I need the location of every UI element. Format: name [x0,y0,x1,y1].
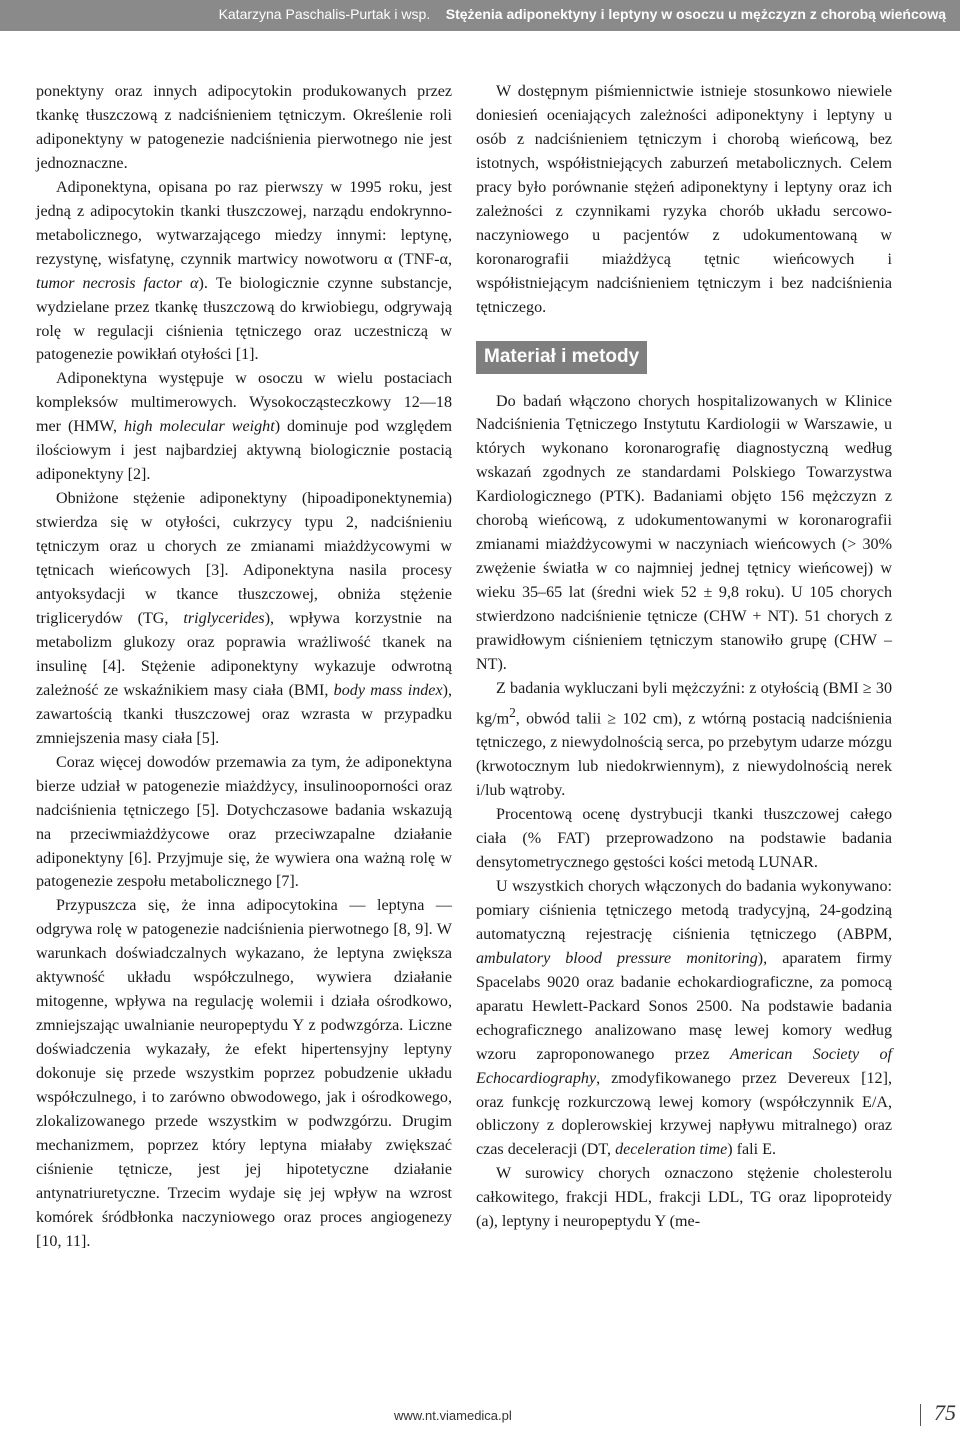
paragraph [36,367,452,487]
paragraph-text: ), wpływa korzystnie na metabolizm glukozy oraz poprawia wrażliwość tkanek na insulinę [4]. Stężenie adiponektyny wykazuje odwrotną zależność ze wskaźnikiem masy ciała (BMI, [36,609,452,699]
paragraph-text: ponektyny oraz innych adipocytokin produkowanych przez tkankę tłuszczową z nadciśnieniem tętniczym. Określenie roli adiponektyny w patogenezie nadciśnienia pierwotnego nie jest jednoznaczne. [36,83,452,172]
running-header [0,0,960,31]
paragraph [476,1162,892,1234]
term-italic: American Society of Echocardiography [476,1045,892,1087]
paragraph-text: Z badania wykluczani byli mężczyźni: z otyłością (BMI ≥ 30 kg/m [476,679,892,728]
superscript: 2 [509,704,516,720]
paragraph-text: Adiponektyna występuje w osoczu w wielu postaciach kompleksów multimerowych. Wysokocząsteczkowy 12—18 mer (HMW, [36,370,452,436]
left-column [36,80,452,1254]
paragraph-text: ), aparatem firmy Spacelabs 9020 oraz badanie echokardiograficzne, za pomocą aparatu Hewlett-Packard Sonos 2500. Na podstawie badania echograficznego analizowano masę lewej komory według wzoru zaproponowanego przez [476,949,892,1063]
term-italic: triglycerides [183,609,265,627]
paragraph-text: Przypuszcza się, że inna adipocytokina — leptyna — odgrywa rolę w patogenezie nadciśnienia pierwotnego [8, 9]. W warunkach doświadczalnych wykazano, że leptyna zwiększa aktywność układu współczulnego, wywiera działanie mitogenne, wpływa na regulację wolemii i działa ośrodkowo, zmniejszając uwalnianie neuropeptydu Y z podwzgórza. Liczne doświadczenia wykazały, że efekt hipertensyjny leptyny dokonuje się przede wszystkim poprzez pobudzenie układu współczulnego, i to zarówno obwodowego, jak i ośrodkowego, zlokalizowanego przede wszystkim w podwzgórzu. Drugim mechanizmem, poprzez który leptyna miałaby zwiększać ciśnienie tętnicze, jest jej hipotetyczne działanie antynatriuretyczne. Trzecim wydaje się jej wpływ na wzrost komórek śródbłonka naczyniowego oraz proces angiogenezy [10, 11]. [36,897,452,1250]
header-authors: Katarzyna Paschalis-Purtak i wsp. [218,6,431,22]
paragraph [36,894,452,1253]
paragraph-text: ), zawartością tkanki tłuszczowej oraz wzrasta w przypadku zmniejszenia masy ciała [5]. [36,681,452,747]
paragraph-text: Coraz więcej dowodów przemawia za tym, że adiponektyna bierze udział w patogenezie miażdżycy, insulinooporności oraz nadciśnienia tętniczego [5]. Dotychczasowe badania wskazują na przeciwmiażdżycowe oraz przeciwzapalne działanie adiponektyny [6]. Przyjmuje się, że wywiera ona ważną rolę w patogenezie zespołu metabolicznego [7]. [36,753,452,891]
paragraph [476,80,892,320]
paragraph [476,875,892,1162]
paragraph-text: ) fali E. [727,1141,776,1159]
paragraph-text: , zmodyfikowanego przez Devereux [12], oraz funkcję rozkurczową lewej komory (współczynnik E/A, obliczony z doplerowskiej krzywej napływu mitralnego) oraz czas deceleracji (DT, [476,1069,892,1159]
page-number: 75 [934,1400,956,1425]
section-heading: Materiał i metody [476,341,647,374]
paragraph-text: ). Te biologicznie czynne substancje, wydzielane przez tkankę tłuszczową do krwiobiegu, odgrywają rolę w regulacji ciśnienia tętniczego oraz uczestniczą w patogenezie powikłań otyłości [1]. [36,274,452,364]
paragraph-text: U wszystkich chorych włączonych do badania wykonywano: pomiary ciśnienia tętniczego metodą tradycyjną, 24-godziną automatyczną rejestrację ciśnienia tętniczego (ABPM, [476,877,892,943]
paragraph-text: Do badań włączono chorych hospitalizowanych w Klinice Nadciśnienia Tętniczego Instytutu Kardiologii w Warszawie, u których wykonano koronarografię diagnostyczną według wskazań zgodnych ze standardami Polskiego Towarzystwa Kardiologicznego (PTK). Badaniami objęto 156 mężczyzn z chorobą wieńcową, z udokumentowanymi w koronarografii zmianami miażdżycowymi w naczyniach wieńcowych (> 30% zwężenie światła w co najmniej jednej tętnicy wieńcowej) w wieku 35–65 lat (średni wiek 52 ± 9,8 roku). U 105 chorych stwierdzono nadciśnienie tętnicze (CHW + NT). 51 chorych z prawidłowym ciśnieniem tętniczym stanowiło grupę (CHW – NT). [476,392,892,674]
paragraph-text: ) dominuje pod względem ilościowym i jest najbardziej aktywną biologicznie postacią adiponektyny [2]. [36,418,452,484]
term-italic: ambulatory blood pressure monitoring [476,949,758,967]
term-italic: high molecular weight [123,418,275,436]
header-separator [434,6,442,22]
paragraph-text: , obwód talii ≥ 102 cm), z wtórną postacią nadciśnienia tętniczego, z niewydolnością serca, po przebytym udarze mózgu (krwotocznym lub niedokrwiennym), z niewydolnością nerek i/lub wątroby. [476,710,892,800]
footer-divider [920,1404,921,1426]
term-italic: tumor necrosis factor α [36,274,199,292]
paragraph-text: W dostępnym piśmiennictwie istnieje stosunkowo niewiele doniesień oceniających zależności adiponektyny i leptyny u osób z nadciśnieniem tętniczym i chorobą wieńcową, bez istotnych, współistniejących zaburzeń metabolicznych. Celem pracy było porównanie stężeń adiponektyny i leptyny oraz ich zależności z czynnikami ryzyka chorób układu sercowo-naczyniowego u pacjentów z udokumentowaną w koronarografii miażdżycą tętnic wieńcowych i współistniejącym nadciśnieniem tętniczym i bez nadciśnienia tętniczego. [476,83,892,316]
term-italic: body mass index [333,681,443,699]
paragraph-text: W surowicy chorych oznaczono stężenie cholesterolu całkowitego, frakcji HDL, frakcji LDL, TG oraz lipoproteidy (a), leptyny i neuropeptydu Y (me- [476,1165,892,1231]
paragraph [476,390,892,677]
footer-url-link[interactable]: www.nt.viamedica.pl [394,1408,512,1423]
paragraph-text: Procentową ocenę dystrybucji tkanki tłuszczowej całego ciała (% FAT) przeprowadzono na podstawie badania densytometrycznego gęstości kości metodą LUNAR. [476,806,892,871]
term-italic: deceleration time [615,1141,728,1159]
paragraph [36,80,452,176]
header-text [219,6,946,22]
paragraph [36,751,452,895]
paragraph [36,487,452,750]
header-article-title: Stężenia adiponektyny i leptyny w osoczu u mężczyzn z chorobą wieńcową [445,6,946,22]
paragraph [476,677,892,803]
paragraph-text: Adiponektyna, opisana po raz pierwszy w 1995 roku, jest jedną z adipocytokin tkanki tłuszczowej, narządu endokrynno-metabolicznego, wytwarzającego miedzy innymi: leptynę, rezystynę, wisfatynę, czynnik martwicy nowotworu α (TNF-α, [36,178,452,268]
paragraph-text: Obniżone stężenie adiponektyny (hipoadiponektynemia) stwierdza się w otyłości, cukrzycy typu 2, nadciśnieniu tętniczym oraz u chorych ze zmianami miażdżycowymi w tętnicach wieńcowych [3]. Adiponektyna nasila procesy antyoksydacji w tkance tłuszczowej, obniża stężenie triglicerydów (TG, [36,490,452,627]
right-column [476,80,892,1234]
paragraph [476,803,892,875]
paragraph [36,176,452,368]
